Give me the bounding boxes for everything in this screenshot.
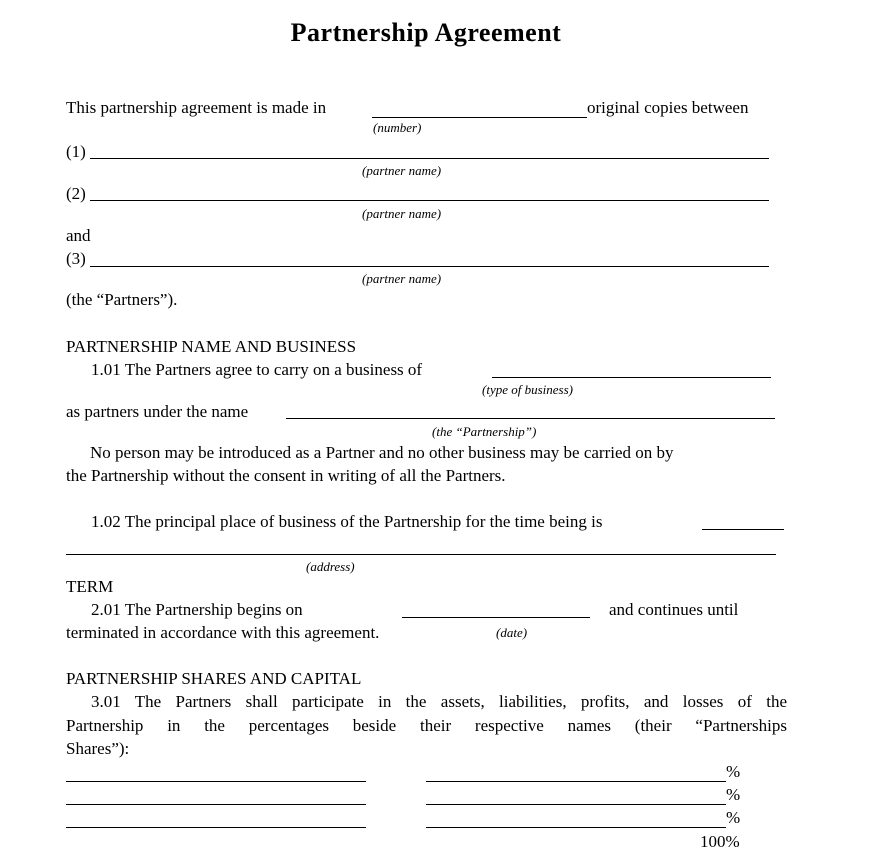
share-percentage-field[interactable] — [426, 827, 726, 828]
section-1-heading: PARTNERSHIP NAME AND BUSINESS — [66, 337, 357, 356]
share-partner-name-field[interactable] — [66, 804, 366, 805]
share-partner-name-field[interactable] — [66, 827, 366, 828]
copies-number-field[interactable] — [372, 117, 587, 118]
clause-2-01-line-2: terminated in accordance with this agreement. — [66, 623, 380, 642]
share-percentage-field[interactable] — [426, 781, 726, 782]
partnership-name-field[interactable] — [286, 418, 775, 419]
business-type-field[interactable] — [492, 377, 771, 378]
partnership-name-caption: (the “Partnership”) — [432, 424, 537, 439]
percent-sign: % — [726, 762, 741, 781]
partner-1-caption: (partner name) — [362, 163, 442, 178]
partner-1-name-field[interactable] — [90, 158, 769, 159]
clause-1-02: 1.02 The principal place of business of the Partnership for the time being is — [91, 512, 603, 531]
partner-1-label: (1) — [66, 142, 86, 161]
the-partners-text: (the “Partners”). — [66, 290, 178, 309]
start-date-field[interactable] — [402, 617, 590, 618]
percent-sign: % — [726, 785, 741, 804]
intro-suffix: original copies between — [587, 98, 749, 117]
share-percentage-field[interactable] — [426, 804, 726, 805]
consent-line-1: No person may be introduced as a Partner and no other business may be carried on by — [90, 443, 674, 462]
partner-2-name-field[interactable] — [90, 200, 769, 201]
address-field-part-1[interactable] — [702, 529, 784, 530]
address-field-part-2[interactable] — [66, 554, 776, 555]
clause-3-01-line-1: 3.01 The Partners shall participate in the assets, liabilities, profits, and losses of the — [91, 692, 787, 711]
percent-sign: % — [726, 808, 741, 827]
intro-prefix: This partnership agreement is made in — [66, 98, 327, 117]
business-caption: (type of business) — [482, 382, 573, 397]
clause-3-01-line-2: Partnership in the percentages beside their respective names (their “Partnerships — [66, 716, 787, 735]
address-caption: (address) — [306, 559, 355, 574]
share-total: 100% — [700, 832, 740, 851]
number-caption: (number) — [373, 120, 422, 135]
clause-2-01-continue: and continues until — [609, 600, 739, 619]
section-3-heading: PARTNERSHIP SHARES AND CAPITAL — [66, 669, 362, 688]
partnership-name-text: as partners under the name — [66, 402, 249, 421]
partner-2-label: (2) — [66, 184, 86, 203]
partner-3-name-field[interactable] — [90, 266, 769, 267]
document-title: Partnership Agreement — [290, 18, 562, 47]
clause-3-01-line-3: Shares”): — [66, 739, 130, 758]
consent-line-2: the Partnership without the consent in writing of all the Partners. — [66, 466, 506, 485]
and-text: and — [66, 226, 91, 245]
section-2-heading: TERM — [66, 577, 114, 596]
clause-2-01-begin: 2.01 The Partnership begins on — [91, 600, 303, 619]
share-partner-name-field[interactable] — [66, 781, 366, 782]
date-caption: (date) — [496, 625, 528, 640]
clause-1-01: 1.01 The Partners agree to carry on a business of — [91, 360, 423, 379]
partner-3-label: (3) — [66, 249, 86, 268]
partner-3-caption: (partner name) — [362, 271, 442, 286]
partner-2-caption: (partner name) — [362, 206, 442, 221]
